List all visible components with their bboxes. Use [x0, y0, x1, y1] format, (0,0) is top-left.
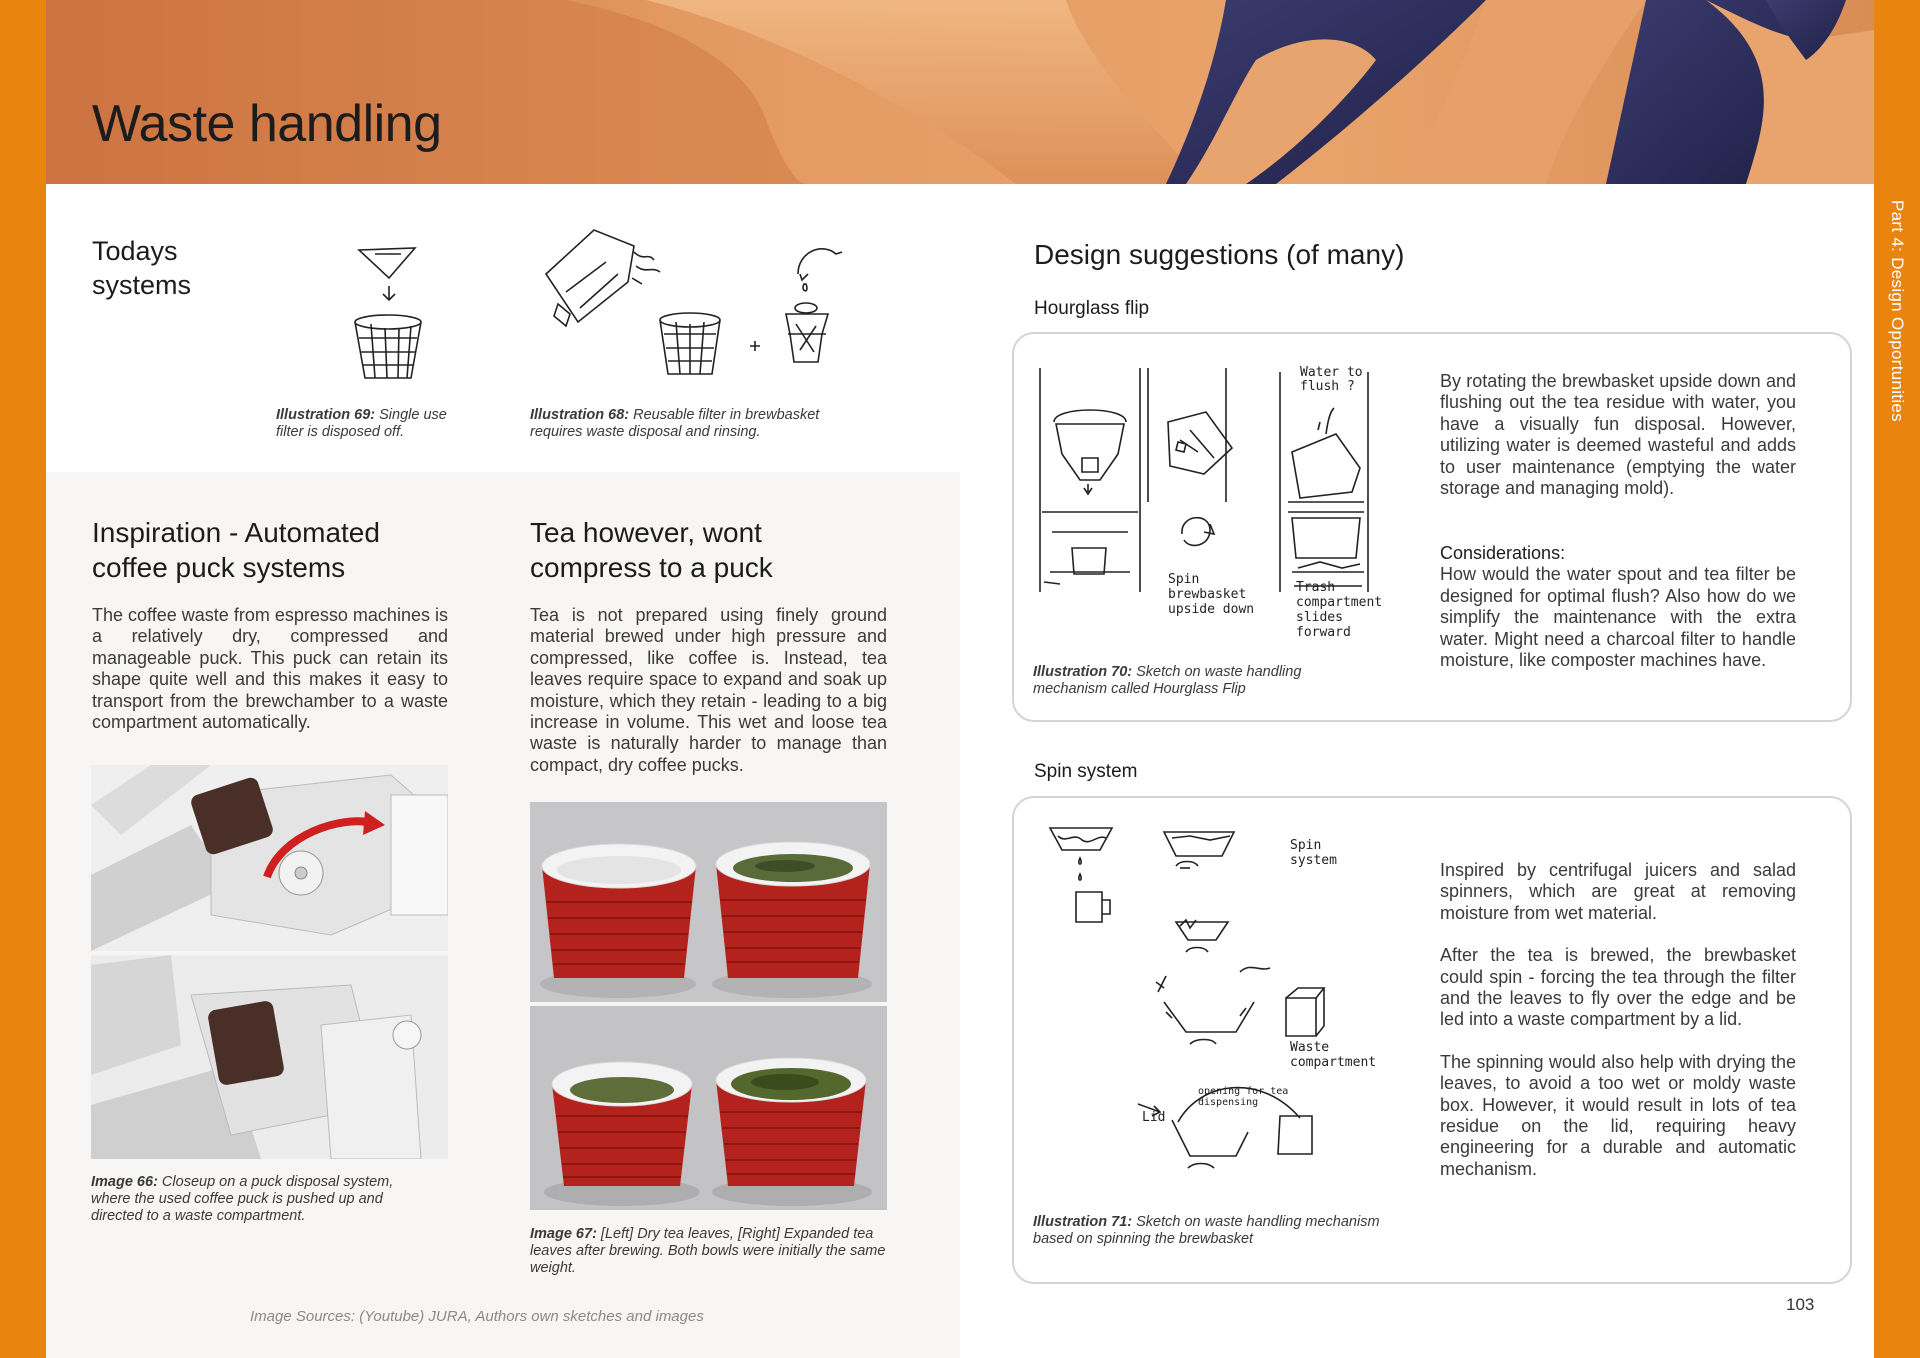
tea-bowls-photo-bottom	[530, 1006, 887, 1210]
image-sources: Image Sources: (Youtube) JURA, Authors own sketches and images	[250, 1308, 704, 1325]
spin-paragraph-3: The spinning would also help with drying the leaves, to avoid a too wet or moldy waste box. However, it would result in lots of tea residue on the lid, requiring heavy engineering for a durable and automatic mechanism.	[1440, 1051, 1796, 1179]
note-waste-compartment: Waste compartment	[1290, 1040, 1377, 1070]
reusable-filter-sketch	[536, 222, 856, 392]
illustration-68-caption: Illustration 68: Reusable filter in brewbasket requires waste disposal and rinsing.	[530, 407, 820, 440]
illustration-70-caption: Illustration 70: Sketch on waste handling mechanism called Hourglass Flip	[1033, 664, 1302, 697]
hourglass-description: By rotating the brewbasket upside down and flushing out the tea residue with water, you have a visually fun disposal. However, utilizing water is deemed wasteful and adds to user maintenance (emptying the water storage and managing mold).	[1440, 371, 1796, 499]
tea-bowls-photo-top	[530, 802, 887, 1002]
considerations-text: How would the water spout and tea filter be designed for optimal flush? Also how do we simplify the maintenance with the extra water. Might need a charcoal filter to handle moisture, like composter machines have.	[1440, 564, 1796, 671]
hourglass-considerations	[1440, 543, 1796, 671]
note-trash-compartment: Trash compartment slides forward	[1296, 580, 1383, 640]
single-use-filter-sketch	[345, 238, 455, 408]
spin-system-sketch	[1040, 822, 1380, 1202]
design-suggestions-heading: Design suggestions (of many)	[1034, 239, 1405, 270]
puck-render-bottom	[91, 955, 448, 1159]
illustration-71-caption: Illustration 71: Sketch on waste handling mechanism based on spinning the brewbasket	[1033, 1214, 1380, 1247]
note-lid: Lid	[1142, 1110, 1166, 1125]
note-spin-system: Spin system	[1290, 838, 1337, 868]
section-side-label: Part 4: Design Opportunities	[1888, 200, 1907, 422]
spin-system-description	[1440, 860, 1796, 1180]
header-banner	[46, 0, 1874, 184]
spin-paragraph-1: Inspired by centrifugal juicers and salad spinners, which are great at removing moisture from wet material.	[1440, 860, 1796, 923]
image-66-caption: Image 66: Closeup on a puck disposal system, where the used coffee puck is pushed up and directed to a waste compartment.	[91, 1174, 394, 1224]
inspiration-heading: Inspiration - Automated coffee puck systems	[92, 517, 380, 583]
hourglass-title: Hourglass flip	[1034, 298, 1150, 319]
left-edge-bar	[0, 0, 46, 1358]
note-water-to-flush: Water to flush ?	[1300, 365, 1363, 394]
page-title: Waste handling	[92, 95, 442, 153]
tea-heading: Tea however, wont compress to a puck	[530, 517, 773, 583]
illustration-69-caption: Illustration 69: Single use filter is disposed off.	[276, 407, 447, 440]
page-number: 103	[1786, 1295, 1815, 1314]
image-67-caption: Image 67: [Left] Dry tea leaves, [Right] Expanded tea leaves after brewing. Both bowls were initially the same weight.	[530, 1226, 886, 1276]
spin-paragraph-2: After the tea is brewed, the brewbasket could spin - forcing the tea through the filter and the leaves to fly over the edge and be led into a waste compartment by a lid.	[1440, 945, 1796, 1030]
note-spin-brewbasket: Spin brewbasket upside down	[1168, 572, 1255, 617]
spin-system-title: Spin system	[1034, 761, 1138, 782]
inspiration-body: The coffee waste from espresso machines is a relatively dry, compressed and manageable puck. This puck can retain its shape quite well and this makes it easy to transport from the brewchamber to a waste compartment automatically.	[92, 605, 448, 733]
note-opening: opening for tea dispensing	[1198, 1086, 1289, 1108]
todays-systems-heading: Todays systems	[92, 236, 192, 300]
considerations-title: Considerations:	[1440, 543, 1566, 563]
puck-render-top	[91, 765, 448, 951]
tea-body: Tea is not prepared using finely ground material brewed under high pressure and compressed, like coffee is. Instead, tea leaves require space to expand and soak up moisture, which they retain - leading to a big increase in volume. This wet and loose tea waste is naturally harder to manage than compact, dry coffee pucks.	[530, 605, 887, 775]
